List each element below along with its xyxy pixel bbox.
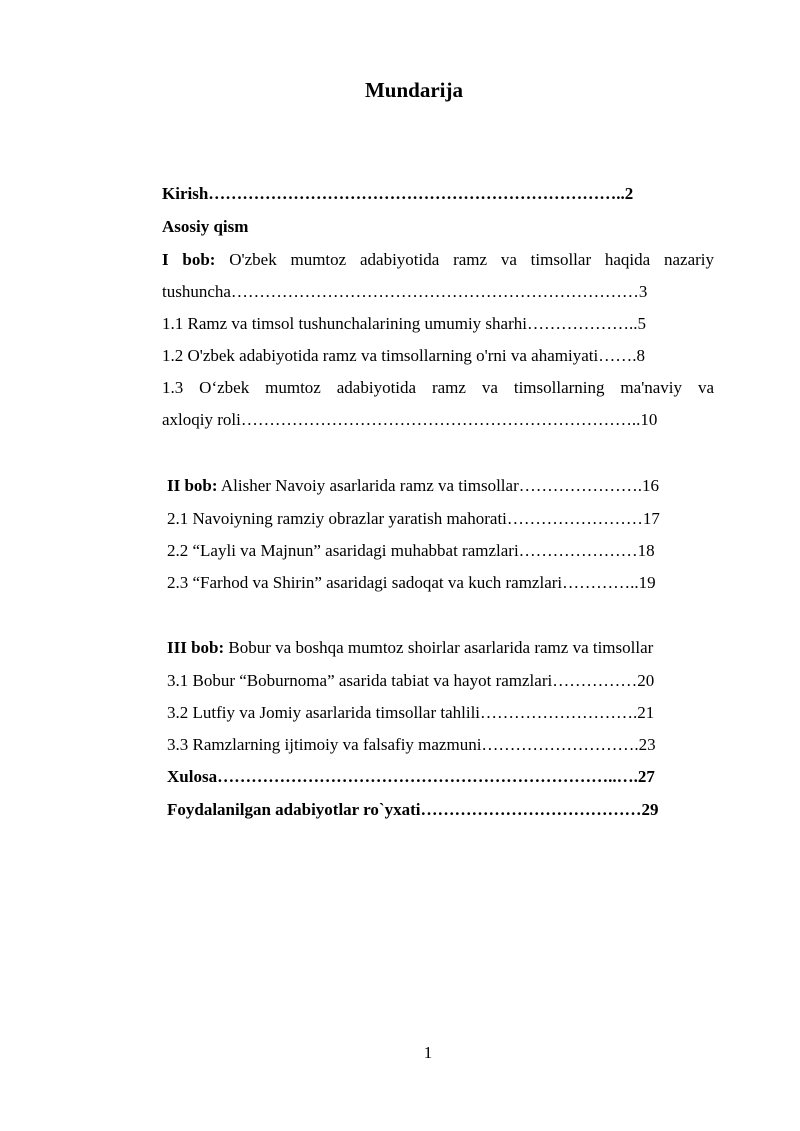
toc-entry-section-2-3: 2.3 “Farhod va Shirin” asaridagi sadoqat va kuch ramzlari…………..19	[167, 573, 656, 592]
toc-entry-section-1-3-continued: axloqiy roli……………………………………………………………..10	[162, 410, 658, 429]
page-number: 1	[423, 1043, 433, 1062]
toc-heading-asosiy-qism: Asosiy qism	[162, 217, 249, 236]
toc-entry-xulosa: Xulosa……………………………………………………………..….27	[167, 767, 655, 786]
chapter-1-label: I bob:	[162, 250, 216, 269]
toc-entry-kirish: Kirish………………………………………………………………..2	[162, 184, 634, 203]
toc-entry-chapter-1	[162, 249, 714, 271]
toc-entry-foydalanilgan-adabiyotlar: Foydalanilgan adabiyotlar ro`yxati…………………………………29	[167, 800, 659, 819]
toc-entry-chapter-3	[167, 637, 653, 659]
toc-entry-section-1-1: 1.1 Ramz va timsol tushunchalarining umumiy sharhi………………..5	[162, 314, 646, 333]
toc-entry-section-3-2: 3.2 Lutfiy va Jomiy asarlarida timsollar tahlili……………………….21	[167, 703, 655, 722]
chapter-2-title: Alisher Navoiy asarlarida ramz va timsollar………………….16	[217, 476, 659, 495]
chapter-2-label: II bob:	[167, 476, 218, 495]
chapter-3-title: Bobur va boshqa mumtoz shoirlar asarlarida ramz va timsollar	[224, 638, 654, 657]
toc-entry-section-2-2: 2.2 “Layli va Majnun” asaridagi muhabbat ramzlari…………………18	[167, 541, 655, 560]
toc-entry-chapter-2	[167, 475, 659, 497]
toc-entry-section-2-1: 2.1 Navoiyning ramziy obrazlar yaratish mahorati……………………17	[167, 509, 660, 528]
toc-entry-section-3-3: 3.3 Ramzlarning ijtimoiy va falsafiy mazmuni……………………….23	[167, 735, 656, 754]
chapter-3-label: III bob:	[167, 638, 225, 657]
toc-entry-section-3-1: 3.1 Bobur “Boburnoma” asarida tabiat va hayot ramzlari……………20	[167, 671, 655, 690]
chapter-1-title: O'zbek mumtoz adabiyotida ramz va timsollar haqida nazariy	[215, 250, 715, 269]
toc-entry-section-1-2: 1.2 O'zbek adabiyotida ramz va timsollarning o'rni va ahamiyati…….8	[162, 346, 645, 365]
page-title: Mundarija	[364, 78, 463, 102]
toc-entry-section-1-3: 1.3 O‘zbek mumtoz adabiyotida ramz va timsollarning ma'naviy va	[162, 378, 714, 397]
toc-entry-chapter-1-continued: tushuncha………………………………………………………………3	[162, 282, 648, 301]
